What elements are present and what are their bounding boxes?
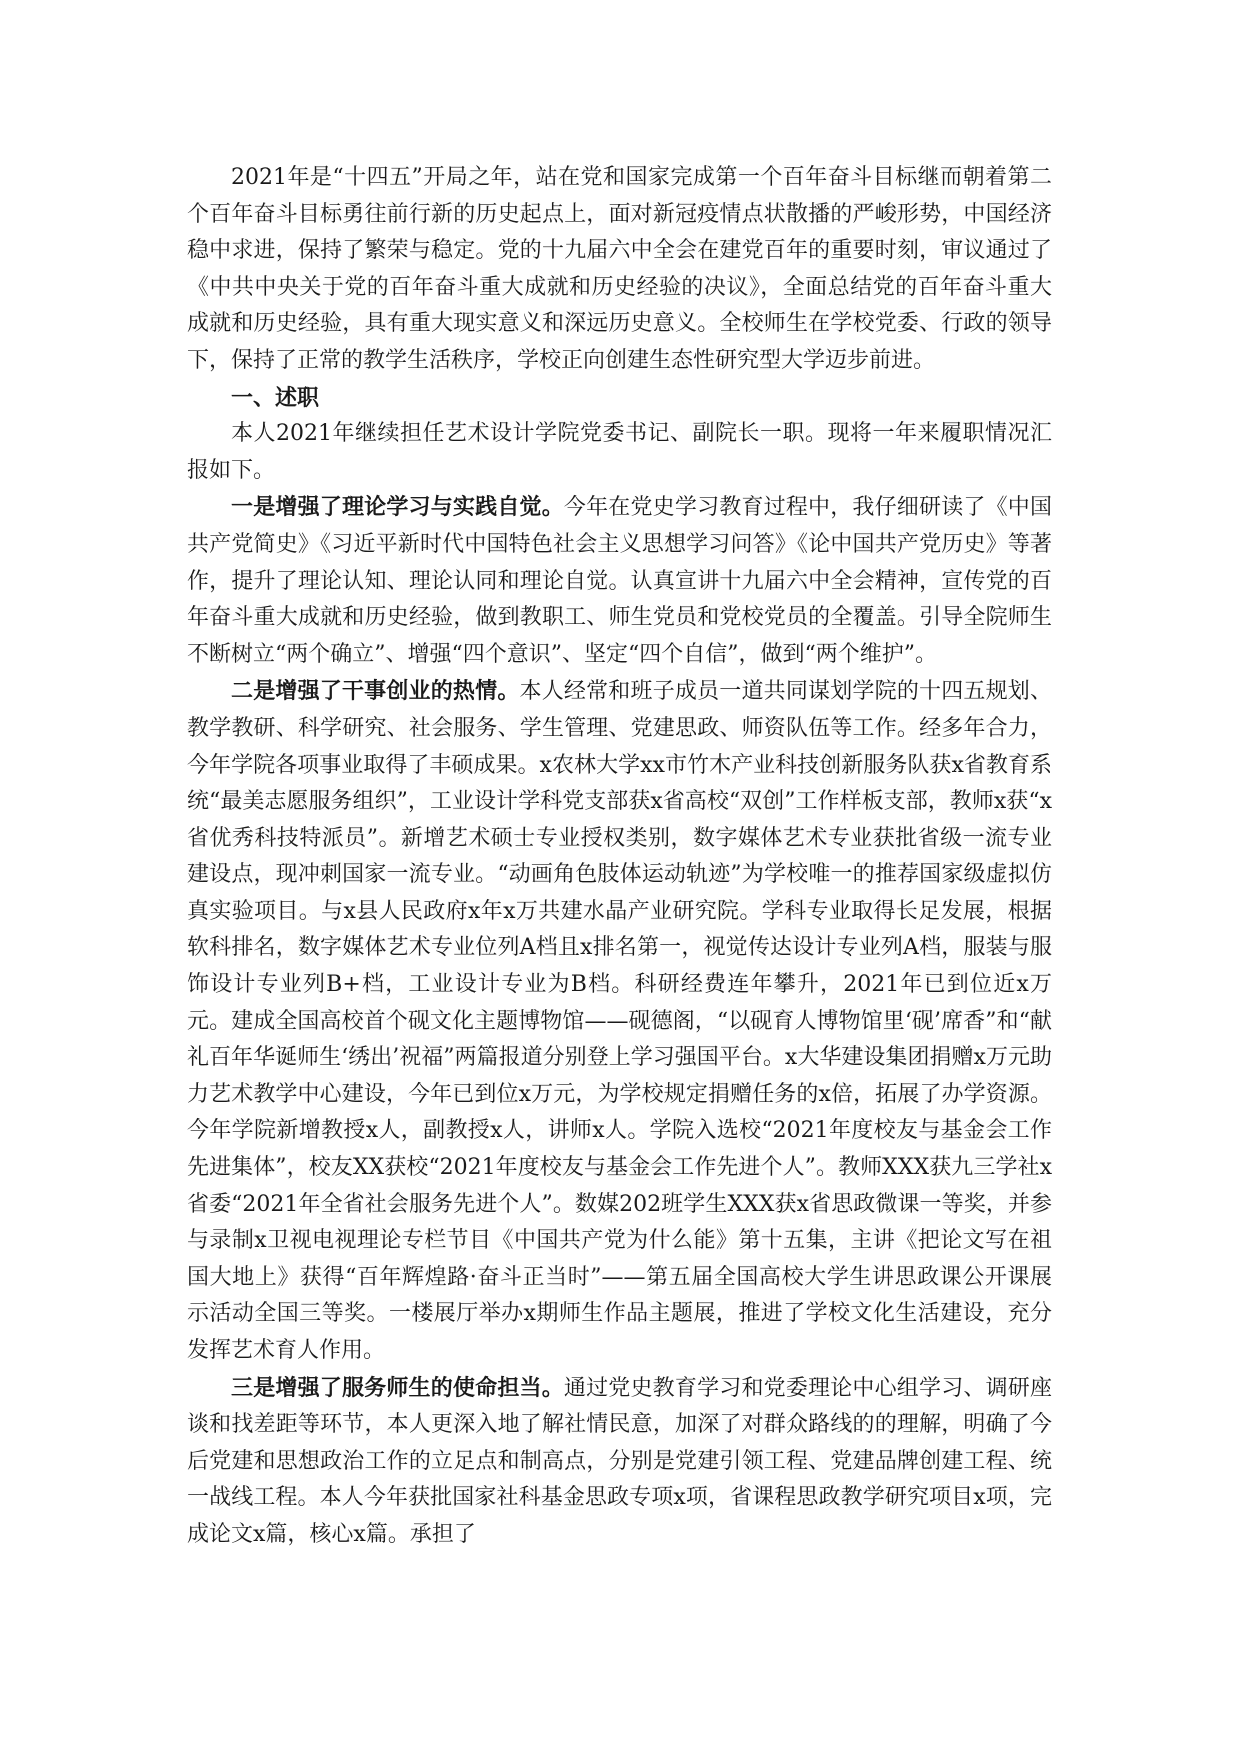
- section-heading: 一、述职: [231, 384, 320, 411]
- item-body-1: 今年在党史学习教育过程中，我仔细研读了《中国共产党简史》《习近平新时代中国特色社会主义思想学习问答》《论中国共产党历史》等著作，提升了理论认知、理论认同和理论自觉。认真宣讲十九届六中全会精神，宣传党的百年奋斗重大成就和历史经验，做到教职工、师生党员和党校党员的全覆盖。引导全院师生不断树立“两个确立”、增强“四个意识”、坚定“四个自信”，做到“两个维护”。: [187, 495, 1052, 667]
- item-body-3: 通过党史教育学习和党委理论中心组学习、调研座谈和找差距等环节，本人更深入地了解社情民意，加深了对群众路线的的理解，明确了今后党建和思想政治工作的立足点和制高点，分别是党建引领工程、党建品牌创建工程、统一战线工程。本人今年获批国家社科基金思政专项x项，省课程思政教学研究项目x项，完成论文x篇，核心x篇。承担了: [187, 1375, 1052, 1547]
- item-body-2: 本人经常和班子成员一道共同谋划学院的十四五规划、教学教研、科学研究、社会服务、学生管理、党建思政、师资队伍等工作。经多年合力，今年学院各项事业取得了丰硕成果。x农林大学xx市竹木产业科技创新服务队获x省教育系统“最美志愿服务组织”，工业设计学科党支部获x省高校“双创”工作样板支部，教师x获“x省优秀科技特派员”。新增艺术硕士专业授权类别，数字媒体艺术专业获批省级一流专业建设点，现冲刺国家一流专业。“动画角色肢体运动轨迹”为学校唯一的推荐国家级虚拟仿真实验项目。与x县人民政府x年x万共建水晶产业研究院。学科专业取得长足发展，根据软科排名，数字媒体艺术专业位列A档且x排名第一，视觉传达设计专业列A档，服装与服饰设计专业列B+档，工业设计专业为B档。科研经费连年攀升，2021年已到位近x万元。建成全国高校首个砚文化主题博物馆——砚德阁，“以砚育人博物馆里‘砚’席香”和“献礼百年华诞师生‘绣出’祝福”两篇报道分别登上学习强国平台。x大华建设集团捐赠x万元助力艺术教学中心建设，今年已到位x万元，为学校规定捐赠任务的x倍，拓展了办学资源。今年学院新增教授x人，副教授x人，讲师x人。学院入选校“2021年度校友与基金会工作先进集体”，校友XX获校“2021年度校友与基金会工作先进个人”。教师XXX获九三学社x省委“2021年全省社会服务先进个人”。数媒202班学生XXX获x省思政微课一等奖，并参与录制x卫视电视理论专栏节目《中国共产党为什么能》第十五集，主讲《把论文写在祖国大地上》获得“百年辉煌路·奋斗正当时”——第五届全国高校大学生讲思政课公开课展示活动全国三等奖。一楼展厅举办x期师生作品主题展，推进了学校文化生活建设，充分发挥艺术育人作用。: [187, 679, 1052, 1363]
- item-paragraph-2: [187, 673, 1052, 1369]
- section-intro-paragraph: 本人2021年继续担任艺术设计学院党委书记、副院长一职。现将一年来履职情况汇报如下。: [187, 421, 1052, 483]
- item-lead-1: 一是增强了理论学习与实践自觉。: [231, 494, 564, 521]
- item-paragraph-3: [187, 1370, 1052, 1554]
- item-paragraph-1: [187, 489, 1052, 673]
- intro-paragraph: 2021年是“十四五”开局之年，站在党和国家完成第一个百年奋斗目标继而朝着第二个百年奋斗目标勇往前行新的历史起点上，面对新冠疫情点状散播的严峻形势，中国经济稳中求进，保持了繁荣与稳定。党的十九届六中全会在建党百年的重要时刻，审议通过了《中共中央关于党的百年奋斗重大成就和历史经验的决议》，全面总结党的百年奋斗重大成就和历史经验，具有重大现实意义和深远历史意义。全校师生在学校党委、行政的领导下，保持了正常的教学生活秩序，学校正向创建生态性研究型大学迈步前进。: [187, 165, 1052, 373]
- document-body: [187, 160, 1052, 1554]
- item-lead-3: 三是增强了服务师生的使命担当。: [231, 1374, 564, 1401]
- item-lead-2: 二是增强了干事创业的热情。: [231, 678, 520, 705]
